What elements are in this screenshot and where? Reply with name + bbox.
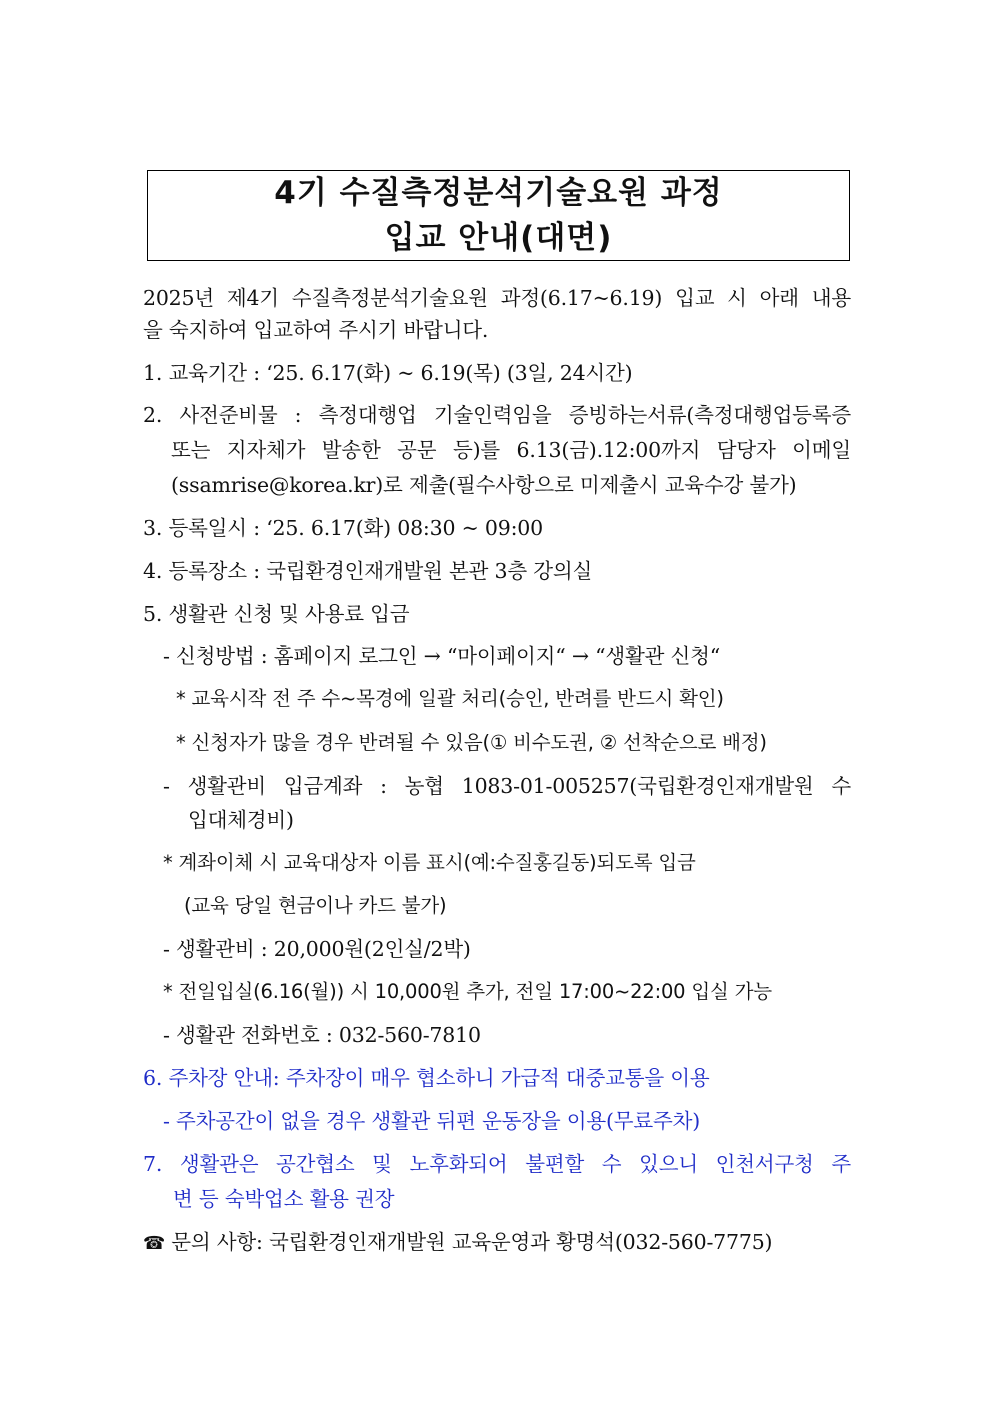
dorm-fee: - 생활관비 : 20,000원(2인실/2박) — [163, 937, 471, 961]
dorm-note-2: * 신청자가 많을 경우 반려될 수 있음(① 비수도권, ② 선착순으로 배정) — [176, 731, 767, 754]
dorm-account-line-2: 입대체경비) — [188, 808, 294, 832]
item-reg-time: 3. 등록일시 : ‘25. 6.17(화) 08:30 ~ 09:00 — [143, 516, 543, 540]
title-line-1: 4기 수질측정분석기술요원 과정 — [274, 175, 723, 211]
dorm-note-4: * 전일입실(6.16(월)) 시 10,000원 추가, 전일 17:00~22:00 입실 가능 — [163, 980, 772, 1003]
item-parking: 6. 주차장 안내: 주차장이 매우 협소하니 가급적 대중교통을 이용 — [143, 1066, 710, 1090]
contact-line — [143, 1228, 772, 1258]
dorm-method: - 신청방법 : 홈페이지 로그인 → “마이페이지“ → “생활관 신청“ — [163, 644, 721, 668]
item-dorm: 5. 생활관 신청 및 사용료 입금 — [143, 602, 410, 626]
item-period: 1. 교육기간 : ‘25. 6.17(화) ~ 6.19(목) (3일, 24시간) — [143, 361, 633, 385]
item-prep-line-2: 또는 지자체가 발송한 공문 등)를 6.13(금).12:00까지 담당자 이메일 — [171, 438, 851, 462]
dorm-note-3-line-1: * 계좌이체 시 교육대상자 이름 표시(예:수질홍길동)되도록 입금 — [163, 851, 696, 874]
phone-icon: ☎ — [143, 1233, 166, 1254]
intro-line-2: 을 숙지하여 입교하여 주시기 바랍니다. — [143, 318, 489, 342]
item-prep-line-3: (ssamrise@korea.kr)로 제출(필수사항으로 미제출시 교육수강 불가) — [171, 473, 797, 497]
item-lodging-line-2: 변 등 숙박업소 활용 권장 — [173, 1187, 395, 1211]
item-prep-line-1: 2. 사전준비물 : 측정대행업 기술인력임을 증빙하는서류(측정대행업등록증 — [143, 403, 851, 427]
title-box — [147, 170, 850, 261]
item-reg-place: 4. 등록장소 : 국립환경인재개발원 본관 3층 강의실 — [143, 559, 593, 583]
dorm-account-line-1: - 생활관비 입금계좌 : 농협 1083-01-005257(국립환경인재개발원 수 — [163, 774, 851, 798]
contact-text: 문의 사항: 국립환경인재개발원 교육운영과 황명석(032-560-7775) — [171, 1230, 773, 1254]
dorm-phone: - 생활관 전화번호 : 032-560-7810 — [163, 1023, 481, 1047]
item-lodging-line-1: 7. 생활관은 공간협소 및 노후화되어 불편할 수 있으니 인천서구청 주 — [143, 1152, 851, 1176]
parking-sub: - 주차공간이 없을 경우 생활관 뒤편 운동장을 이용(무료주차) — [163, 1109, 701, 1133]
intro-line-1: 2025년 제4기 수질측정분석기술요원 과정(6.17~6.19) 입교 시 아래 내용 — [143, 286, 851, 310]
dorm-note-1: * 교육시작 전 주 수~목경에 일괄 처리(승인, 반려를 반드시 확인) — [176, 687, 724, 710]
title-line-2: 입교 안내(대면) — [384, 220, 613, 256]
dorm-note-3-line-2: (교육 당일 현금이나 카드 불가) — [184, 894, 447, 917]
